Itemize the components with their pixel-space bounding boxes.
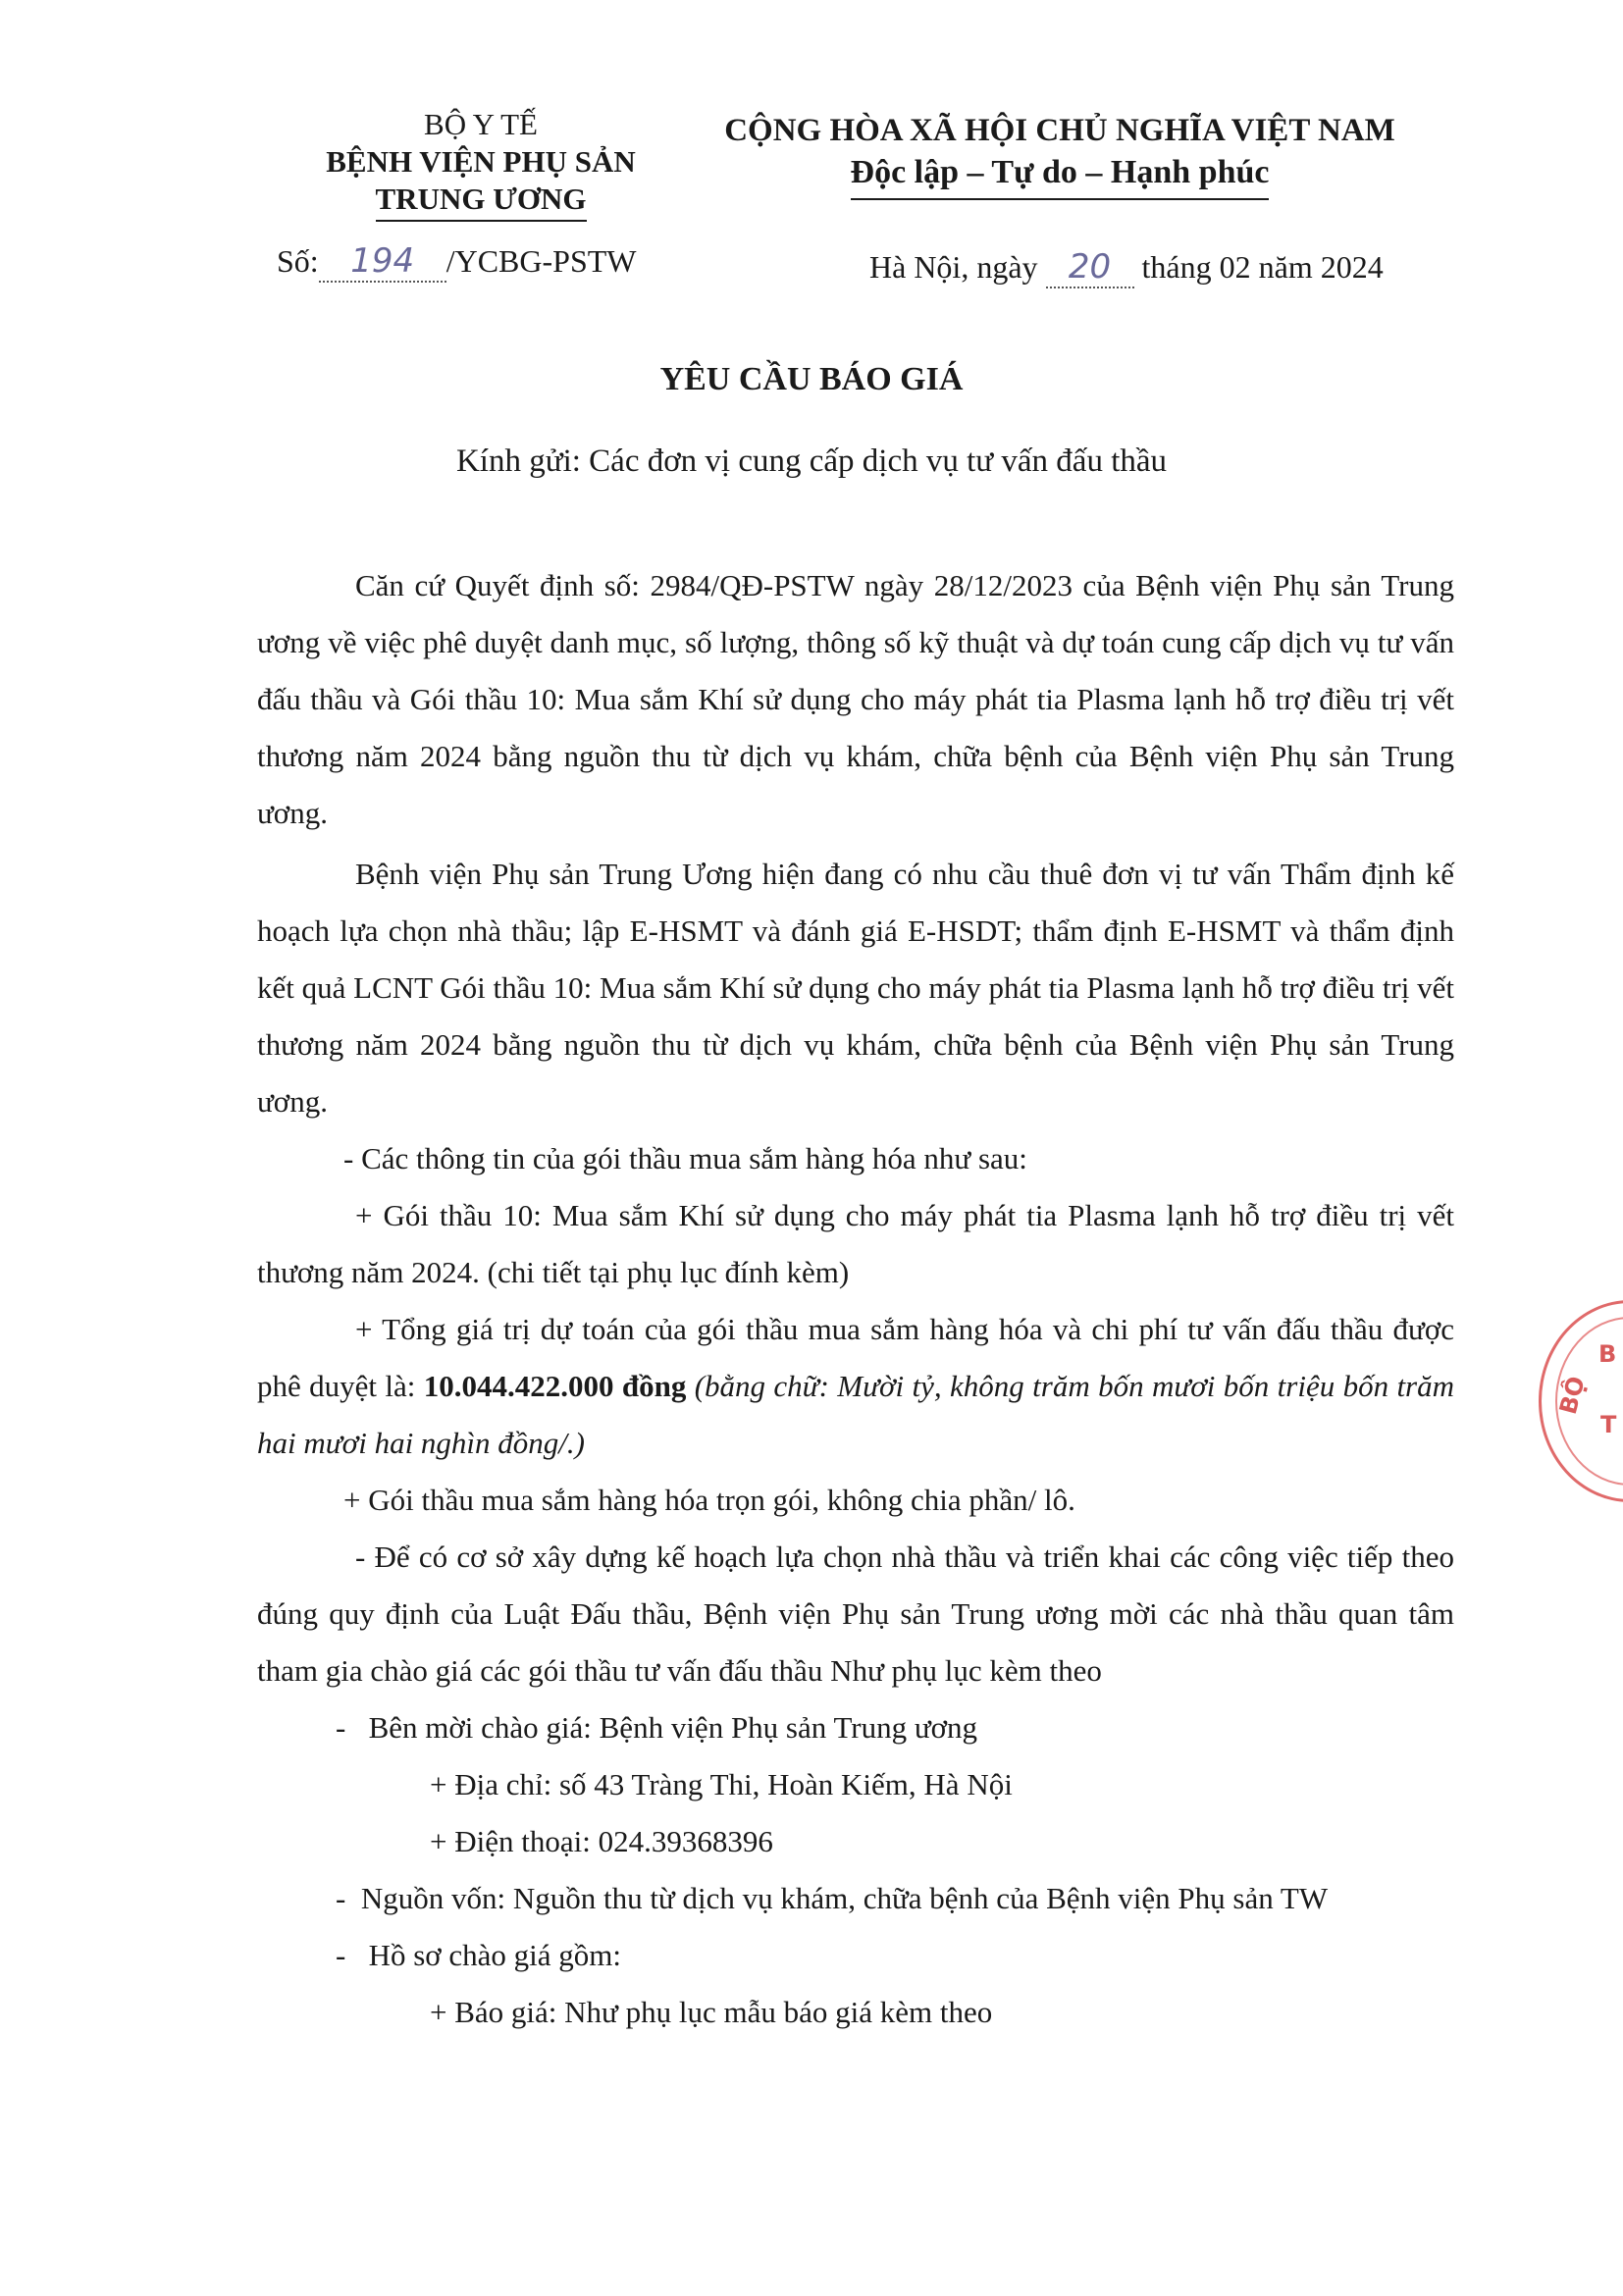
national-motto: Độc lập – Tự do – Hạnh phúc	[851, 151, 1270, 200]
hospital-name-line1: BỆNH VIỆN PHỤ SẢN	[326, 144, 636, 179]
package-description: + Gói thầu 10: Mua sắm Khí sử dụng cho máy phát tia Plasma lạnh hỗ trợ điều trị vết thương năm 2024. (chi tiết tại phụ lục đính kèm)	[257, 1198, 1454, 1289]
info-intro: - Các thông tin của gói thầu mua sắm hàng hóa như sau:	[343, 1141, 1027, 1175]
date-day: 20	[1068, 247, 1112, 287]
paragraph-legal-basis: Căn cứ Quyết định số: 2984/QĐ-PSTW ngày 28/12/2023 của Bệnh viện Phụ sản Trung ương về việc phê duyệt danh mục, số lượng, thông số kỹ thuật và dự toán cung cấp dịch vụ tư vấn đấu thầu và Gói thầu 10: Mua sắm Khí sử dụng cho máy phát tia Plasma lạnh hỗ trợ điều trị vết thương năm 2024 bằng nguồn thu từ dịch vụ khám, chữa bệnh của Bệnh viện Phụ sản Trung ương.	[257, 568, 1454, 830]
seal-text-left: BỘ	[1553, 1373, 1591, 1418]
recipient: Kính gửi: Các đơn vị cung cấp dịch vụ tư vấn đấu thầu	[455, 444, 1168, 479]
document-number-suffix: /YCBG-PSTW	[445, 243, 637, 279]
hospital-name-line2: TRUNG ƯƠNG	[376, 181, 587, 222]
country-name: CỘNG HÒA XÃ HỘI CHỦ NGHĨA VIỆT NAM	[724, 113, 1395, 148]
total-value-words: (bằng chữ: Mười tỷ, không trăm bốn mươi bốn triệu bốn trăm hai mươi hai nghìn đồng/.)	[257, 1369, 1455, 1460]
quotation-item: + Báo giá: Như phụ lục mẫu báo giá kèm theo	[430, 1995, 993, 2029]
date-prefix: Hà Nội, ngày	[869, 249, 1038, 285]
document-date	[869, 247, 1384, 288]
document-number	[277, 241, 636, 283]
dossier-heading: - Hồ sơ chào giá gồm:	[336, 1938, 622, 1972]
document-body	[257, 557, 1454, 2041]
phone: + Điện thoại: 024.39368396	[430, 1824, 773, 1858]
total-value-prefix: + Tổng giá trị dự toán của gói thầu mua sắm hàng hóa và chi phí tư vấn đấu thầu được phê duyệt là:	[257, 1312, 1454, 1403]
document-number-prefix: Số:	[277, 243, 319, 279]
paragraph-invitation: - Để có cơ sở xây dựng kế hoạch lựa chọn nhà thầu và triển khai các công việc tiếp theo đúng quy định của Luật Đấu thầu, Bệnh viện Phụ sản Trung ương mời các nhà thầu quan tâm tham gia chào giá các gói thầu tư vấn đấu thầu Như phụ lục kèm theo	[257, 1539, 1454, 1688]
lump-sum-note: + Gói thầu mua sắm hàng hóa trọn gói, không chia phần/ lô.	[343, 1483, 1075, 1517]
funding-source: - Nguồn vốn: Nguồn thu từ dịch vụ khám, chữa bệnh của Bệnh viện Phụ sản TW	[336, 1881, 1329, 1915]
issuer-block	[294, 106, 667, 222]
paragraph-need: Bệnh viện Phụ sản Trung Ương hiện đang có nhu cầu thuê đơn vị tư vấn Thẩm định kế hoạch lựa chọn nhà thầu; lập E-HSMT và đánh giá E-HSDT; thẩm định E-HSMT và thẩm định kết quả LCNT Gói thầu 10: Mua sắm Khí sử dụng cho máy phát tia Plasma lạnh hỗ trợ điều trị vết thương năm 2024 bằng nguồn thu từ dịch vụ khám, chữa bệnh của Bệnh viện Phụ sản Trung ương.	[257, 857, 1454, 1119]
seal-text-right-bottom: T	[1600, 1411, 1617, 1438]
page-title: YÊU CẦU BÁO GIÁ	[659, 361, 964, 397]
date-suffix: tháng 02 năm 2024	[1141, 249, 1384, 285]
official-seal	[1539, 1300, 1623, 1502]
ministry-name: BỘ Y TẾ	[424, 107, 538, 141]
national-block	[687, 110, 1433, 200]
inviter: - Bên mời chào giá: Bệnh viện Phụ sản Trung ương	[336, 1710, 978, 1745]
total-value	[257, 1301, 1454, 1472]
total-value-amount: 10.044.422.000 đồng	[423, 1369, 687, 1403]
seal-text-right-top: B	[1598, 1340, 1617, 1368]
address: + Địa chỉ: số 43 Tràng Thi, Hoàn Kiếm, Hà Nội	[430, 1767, 1013, 1801]
document-number-value: 194	[350, 241, 415, 281]
